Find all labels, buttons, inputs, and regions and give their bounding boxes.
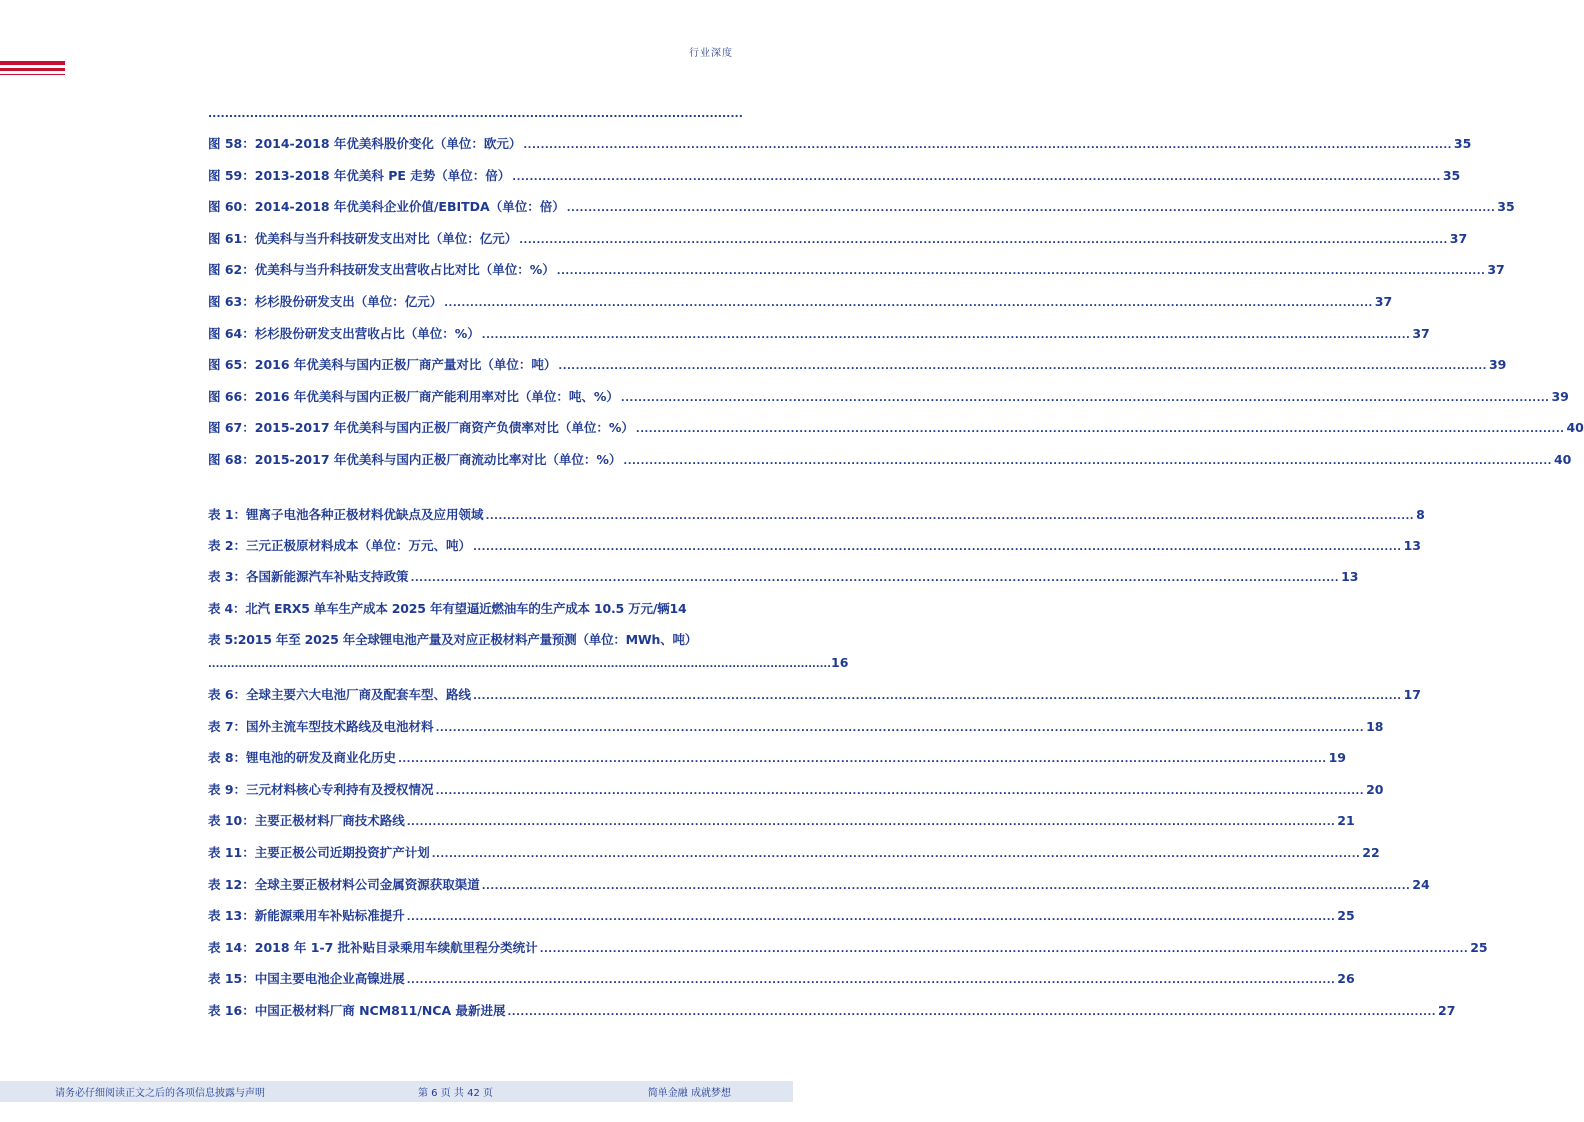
toc-page-number: 17: [1403, 687, 1422, 702]
footer-band: [0, 1081, 793, 1102]
toc-leader-dots: [482, 327, 1411, 345]
toc-entry[interactable]: [208, 568, 1359, 586]
toc-entry[interactable]: [208, 844, 1380, 862]
toc-leader-dots: [523, 137, 1452, 155]
toc-entry-title: 表 7：国外主流车型技术路线及电池材料: [208, 718, 434, 734]
toc-entry[interactable]: [208, 293, 1393, 311]
toc-page-number: 19: [1328, 750, 1347, 766]
toc-entry[interactable]: [208, 388, 1569, 406]
toc-page-number: 37: [1487, 262, 1505, 278]
toc-page-number: 40: [1566, 420, 1584, 436]
toc-page-number: 26: [1337, 971, 1355, 987]
toc-page-number: 37: [1412, 325, 1430, 341]
toc-leader-dots: [444, 295, 1373, 313]
toc-page-number: 21: [1337, 813, 1355, 829]
footer-slogan: 简单金融 成就梦想: [647, 1088, 731, 1099]
toc-leader-dots: [407, 972, 1336, 990]
header-red-stripe: [0, 61, 65, 65]
toc-page-number: 39: [1488, 357, 1507, 373]
toc-entry[interactable]: [208, 198, 1515, 216]
toc-entry-title: 图 63：杉杉股份研发支出（单位：亿元）: [208, 294, 443, 309]
toc-entry-title: 表 15：中国主要电池企业高镍进展: [208, 971, 405, 987]
toc-entry-title: 图 66：2016 年优美科与国内正极厂商产能利用率对比（单位：吨、%）: [208, 388, 619, 404]
toc-leader-dots: [540, 941, 1469, 959]
toc-page-number: 13: [1403, 538, 1422, 553]
toc-entry-table-5-cont[interactable]: [208, 654, 849, 672]
toc-leader-dots: [486, 508, 1415, 526]
toc-entry[interactable]: [208, 1002, 1456, 1020]
toc-entry-title: 图 65：2016 年优美科与国内正极厂商产量对比（单位：吨）: [208, 357, 557, 373]
toc-entry[interactable]: [208, 506, 1425, 524]
toc-entry-title: 图 67：2015-2017 年优美科与国内正极厂商资产负债率对比（单位：%）: [208, 420, 634, 436]
toc-entry[interactable]: [208, 876, 1430, 894]
toc-entry[interactable]: [208, 356, 1507, 374]
toc-entry-title: 图 68：2015-2017 年优美科与国内正极厂商流动比率对比（单位：%）: [208, 452, 622, 467]
toc-entry[interactable]: [208, 686, 1422, 704]
toc-page-number: 35: [1442, 167, 1461, 183]
toc-leader-dots: [557, 263, 1486, 281]
toc-entry-title: 表 9：三元材料核心专利持有及授权情况: [208, 781, 434, 797]
toc-entry[interactable]: [208, 749, 1347, 767]
toc-page-number: 24: [1412, 876, 1430, 892]
toc-page-number: 16: [831, 655, 849, 670]
toc-leader-dots: [473, 539, 1402, 557]
toc-entry[interactable]: [208, 939, 1488, 957]
toc-entry-title: 图 58：2014-2018 年优美科股价变化（单位：欧元）: [208, 136, 522, 151]
toc-leader-dots: [567, 200, 1496, 218]
toc-leader-dots: [407, 909, 1336, 927]
toc-page-number: 22: [1362, 845, 1380, 860]
toc-page-number: 18: [1366, 718, 1384, 734]
toc-entry-title: 图 59：2013-2018 年优美科 PE 走势（单位：倍）: [208, 167, 511, 183]
toc-entry[interactable]: [208, 812, 1355, 830]
header-tag: 行业深度: [689, 48, 733, 59]
toc-page-number: 20: [1366, 781, 1384, 797]
toc-page-number: 13: [1341, 569, 1359, 584]
toc-page-number: 35: [1497, 199, 1515, 215]
toc-entry-title: 图 61：优美科与当升科技研发支出对比（单位：亿元）: [208, 230, 518, 246]
toc-leader-dots: [621, 390, 1550, 408]
toc-entry-table-4[interactable]: 表 4：北汽 ERX5 单车生产成本 2025 年有望逼近燃油车的生产成本 10.5 万元/辆14: [208, 601, 687, 616]
toc-entry-title: 图 60：2014-2018 年优美科企业价值/EBITDA（单位：倍）: [208, 199, 565, 215]
toc-page-number: 40: [1553, 452, 1572, 467]
toc-entry[interactable]: [208, 261, 1505, 279]
toc-entry[interactable]: [208, 718, 1384, 736]
toc-entry-title: 表 14：2018 年 1-7 批补贴目录乘用车续航里程分类统计: [208, 939, 538, 955]
toc-entry-title: 图 64：杉杉股份研发支出营收占比（单位：%）: [208, 325, 480, 341]
toc-leader-dots: [473, 688, 1402, 706]
footer-disclaimer: 请务必仔细阅读正文之后的各项信息披露与声明: [55, 1088, 265, 1099]
toc-entry[interactable]: [208, 325, 1430, 343]
toc-continuation-dots: ................................................................................................................................: [208, 107, 743, 120]
toc-entry-title: 表 11：主要正极公司近期投资扩产计划: [208, 845, 430, 860]
toc-entry[interactable]: [208, 537, 1422, 555]
toc-leader-dots: [436, 720, 1365, 738]
toc-leader-dots: [623, 453, 1552, 471]
toc-page-number: 8: [1416, 507, 1425, 522]
toc-page-number: 25: [1337, 908, 1355, 924]
toc-page-number: 25: [1470, 939, 1488, 955]
toc-entry[interactable]: [208, 135, 1472, 153]
toc-page-number: 39: [1551, 388, 1569, 404]
toc-entry-table-5[interactable]: 表 5:2015 年至 2025 年全球锂电池产量及对应正极材料产量预测（单位：MWh、吨）: [208, 632, 698, 647]
toc-entry-title: 表 12：全球主要正极材料公司金属资源获取渠道: [208, 876, 480, 892]
toc-entry-title: 表 10：主要正极材料厂商技术路线: [208, 813, 405, 829]
toc-entry-title: 表 6：全球主要六大电池厂商及配套车型、路线: [208, 687, 472, 702]
toc-entry[interactable]: [208, 970, 1355, 988]
toc-entry-title: 表 8：锂电池的研发及商业化历史: [208, 750, 397, 766]
toc-leader-dots: [432, 846, 1361, 864]
toc-page-number: 27: [1438, 1003, 1456, 1018]
toc-leader-dots: [558, 358, 1487, 376]
header-red-stripe: [0, 74, 65, 75]
toc-entry[interactable]: [208, 419, 1584, 437]
toc-entry[interactable]: [208, 907, 1355, 925]
toc-entry-title: 表 13：新能源乘用车补贴标准提升: [208, 908, 405, 924]
toc-leader-dots: [636, 421, 1565, 439]
toc-entry-title: 表 1：锂离子电池各种正极材料优缺点及应用领域: [208, 507, 484, 522]
toc-leader-dots: [482, 878, 1411, 896]
toc-leader-dots: [512, 169, 1441, 187]
toc-entry-title: 表 3：各国新能源汽车补贴支持政策: [208, 569, 409, 584]
toc-entry[interactable]: [208, 451, 1572, 469]
toc-leader-dots: [398, 751, 1327, 769]
toc-page-number: 37: [1449, 230, 1468, 246]
header-red-stripe: [0, 68, 65, 71]
toc-entry-title: 图 62：优美科与当升科技研发支出营收占比对比（单位：%）: [208, 262, 555, 278]
toc-leader-dots: [508, 1004, 1437, 1022]
toc-entry-title: 表 16：中国正极材料厂商 NCM811/NCA 最新进展: [208, 1003, 506, 1018]
toc-leader-dots: [407, 814, 1336, 832]
toc-entry[interactable]: [208, 167, 1461, 185]
toc-dots: ....................................................................................................................................................................: [208, 659, 832, 670]
toc-leader-dots: [519, 232, 1448, 250]
toc-entry[interactable]: [208, 230, 1468, 248]
toc-page-number: 35: [1453, 136, 1472, 151]
toc-entry[interactable]: [208, 781, 1384, 799]
toc-leader-dots: [411, 570, 1340, 588]
toc-entry-title: 表 2：三元正极原材料成本（单位：万元、吨）: [208, 538, 472, 553]
footer-page-info: 第 6 页 共 42 页: [418, 1088, 493, 1099]
toc-page-number: 37: [1374, 294, 1393, 309]
toc-leader-dots: [436, 783, 1365, 801]
